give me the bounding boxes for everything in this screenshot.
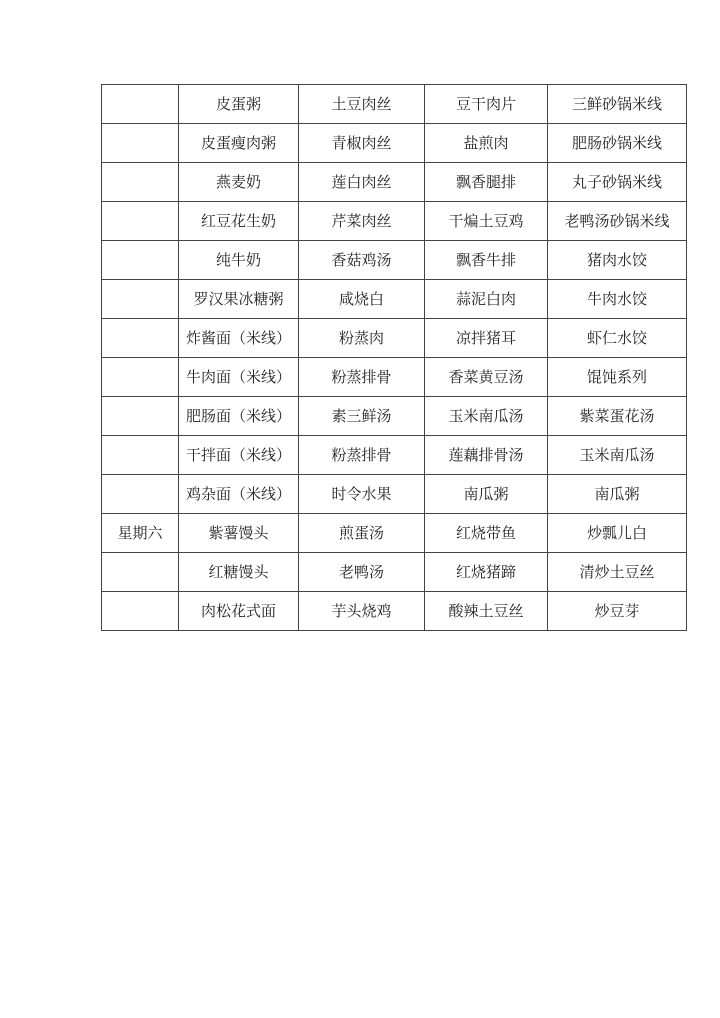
dish-cell: 芋头烧鸡: [299, 592, 425, 631]
breakfast-cell: 鸡杂面（米线）: [179, 475, 299, 514]
table-row: [102, 397, 687, 436]
dish-cell: 粉蒸排骨: [299, 436, 425, 475]
day-cell: [102, 553, 179, 592]
breakfast-cell: 纯牛奶: [179, 241, 299, 280]
dish-cell: 芹菜肉丝: [299, 202, 425, 241]
table-row: [102, 163, 687, 202]
dish-cell: 莲白肉丝: [299, 163, 425, 202]
day-cell: [102, 397, 179, 436]
table-row: [102, 241, 687, 280]
dish-cell: 老鸭汤: [299, 553, 425, 592]
day-cell: [102, 280, 179, 319]
table-row: [102, 475, 687, 514]
dish-cell: 虾仁水饺: [548, 319, 687, 358]
day-cell: [102, 85, 179, 124]
dish-cell: 红烧猪蹄: [425, 553, 548, 592]
day-cell: [102, 124, 179, 163]
breakfast-cell: 皮蛋粥: [179, 85, 299, 124]
dish-cell: 馄饨系列: [548, 358, 687, 397]
dish-cell: 煎蛋汤: [299, 514, 425, 553]
dish-cell: 清炒土豆丝: [548, 553, 687, 592]
dish-cell: 红烧带鱼: [425, 514, 548, 553]
table-row: [102, 85, 687, 124]
dish-cell: 香菜黄豆汤: [425, 358, 548, 397]
dish-cell: 南瓜粥: [425, 475, 548, 514]
dish-cell: 南瓜粥: [548, 475, 687, 514]
day-cell: [102, 475, 179, 514]
table-row: [102, 436, 687, 475]
dish-cell: 凉拌猪耳: [425, 319, 548, 358]
dish-cell: 粉蒸肉: [299, 319, 425, 358]
dish-cell: 香菇鸡汤: [299, 241, 425, 280]
dish-cell: 玉米南瓜汤: [425, 397, 548, 436]
dish-cell: 飘香牛排: [425, 241, 548, 280]
breakfast-cell: 燕麦奶: [179, 163, 299, 202]
dish-cell: 素三鲜汤: [299, 397, 425, 436]
dish-cell: 玉米南瓜汤: [548, 436, 687, 475]
day-cell: [102, 202, 179, 241]
table-row: [102, 358, 687, 397]
menu-table-body: [102, 85, 687, 631]
dish-cell: 酸辣土豆丝: [425, 592, 548, 631]
day-cell: [102, 436, 179, 475]
dish-cell: 干煸土豆鸡: [425, 202, 548, 241]
breakfast-cell: 罗汉果冰糖粥: [179, 280, 299, 319]
breakfast-cell: 干拌面（米线）: [179, 436, 299, 475]
breakfast-cell: 炸酱面（米线）: [179, 319, 299, 358]
breakfast-cell: 红糖馒头: [179, 553, 299, 592]
dish-cell: 时令水果: [299, 475, 425, 514]
dish-cell: 三鲜砂锅米线: [548, 85, 687, 124]
dish-cell: 肥肠砂锅米线: [548, 124, 687, 163]
table-row: [102, 202, 687, 241]
dish-cell: 老鸭汤砂锅米线: [548, 202, 687, 241]
table-row: [102, 592, 687, 631]
table-row: [102, 124, 687, 163]
breakfast-cell: 肉松花式面: [179, 592, 299, 631]
table-row: [102, 553, 687, 592]
dish-cell: 蒜泥白肉: [425, 280, 548, 319]
breakfast-cell: 牛肉面（米线）: [179, 358, 299, 397]
dish-cell: 飘香腿排: [425, 163, 548, 202]
dish-cell: 粉蒸排骨: [299, 358, 425, 397]
dish-cell: 炒豆芽: [548, 592, 687, 631]
day-cell: [102, 241, 179, 280]
breakfast-cell: 肥肠面（米线）: [179, 397, 299, 436]
dish-cell: 莲藕排骨汤: [425, 436, 548, 475]
table-row: [102, 319, 687, 358]
dish-cell: 丸子砂锅米线: [548, 163, 687, 202]
dish-cell: 紫菜蛋花汤: [548, 397, 687, 436]
dish-cell: 炒瓢儿白: [548, 514, 687, 553]
dish-cell: 盐煎肉: [425, 124, 548, 163]
breakfast-cell: 皮蛋瘦肉粥: [179, 124, 299, 163]
breakfast-cell: 紫薯馒头: [179, 514, 299, 553]
dish-cell: 牛肉水饺: [548, 280, 687, 319]
day-cell: 星期六: [102, 514, 179, 553]
dish-cell: 青椒肉丝: [299, 124, 425, 163]
day-cell: [102, 163, 179, 202]
breakfast-cell: 红豆花生奶: [179, 202, 299, 241]
menu-table: [101, 84, 687, 631]
table-row: [102, 514, 687, 553]
dish-cell: 豆干肉片: [425, 85, 548, 124]
dish-cell: 咸烧白: [299, 280, 425, 319]
day-cell: [102, 592, 179, 631]
day-cell: [102, 319, 179, 358]
dish-cell: 土豆肉丝: [299, 85, 425, 124]
dish-cell: 猪肉水饺: [548, 241, 687, 280]
table-row: [102, 280, 687, 319]
day-cell: [102, 358, 179, 397]
